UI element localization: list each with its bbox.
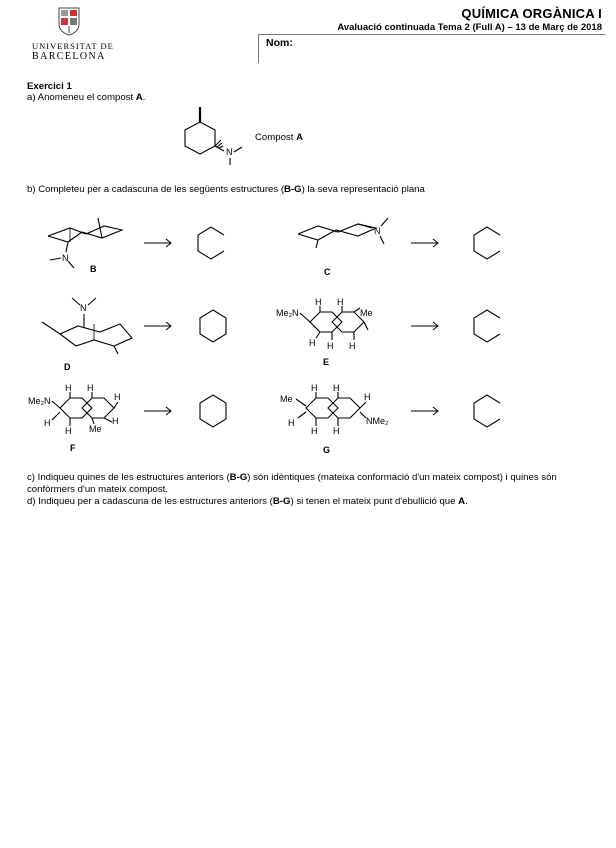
university-logo [58, 6, 80, 36]
svg-text:H: H [311, 383, 318, 393]
answer-hexagon-e [470, 308, 504, 346]
svg-text:H: H [333, 383, 340, 393]
exam-subtitle: Avaluació continuada Tema 2 (Full A) – 13 de Març de 2018 [337, 22, 602, 33]
compound-a-structure [160, 100, 260, 170]
arrow-b [143, 238, 173, 248]
svg-text:Me₂N: Me₂N [276, 308, 299, 318]
university-name-line1: UNIVERSITAT DE [32, 41, 114, 51]
exercise-heading: Exercici 1 [27, 81, 72, 92]
structure-e-newman [276, 296, 386, 352]
structure-d-chair [38, 296, 138, 358]
svg-text:H: H [315, 297, 322, 307]
svg-text:H: H [65, 426, 72, 436]
arrow-g [410, 406, 440, 416]
svg-text:Me₂N: Me₂N [28, 396, 51, 406]
svg-text:N: N [80, 303, 87, 313]
arrow-c [410, 238, 440, 248]
svg-text:H: H [311, 426, 318, 436]
label-g: G [323, 445, 331, 455]
svg-text:H: H [44, 418, 51, 428]
svg-text:Me: Me [89, 424, 102, 434]
answer-hexagon-c [470, 225, 504, 263]
arrow-f [143, 406, 173, 416]
name-label: Nom: [266, 37, 293, 49]
part-a-question: a) Anomeneu el compost A. [27, 92, 146, 103]
svg-text:NMe₂: NMe₂ [366, 416, 389, 426]
svg-text:N: N [62, 253, 69, 263]
svg-text:H: H [288, 418, 295, 428]
svg-text:H: H [65, 383, 72, 393]
structure-g-newman [280, 382, 390, 438]
part-c-question: c) Indiqueu quines de les estructures anteriors (B-G) són idèntiques (mateixa conformació d'un mateix compost) i quines són confòrmers d'un mateix compost. [27, 472, 557, 495]
svg-text:H: H [327, 341, 334, 351]
label-f: F [70, 443, 76, 453]
svg-text:H: H [333, 426, 340, 436]
svg-text:Me: Me [280, 394, 293, 404]
compound-a-label: Compost A [255, 132, 303, 143]
label-c: C [324, 267, 331, 277]
structure-b-chair [40, 212, 130, 272]
svg-text:H: H [349, 341, 356, 351]
svg-text:H: H [114, 392, 121, 402]
answer-hexagon-b [194, 225, 228, 263]
svg-text:H: H [87, 383, 94, 393]
university-name-line2: BARCELONA [32, 51, 106, 62]
answer-hexagon-f [196, 393, 230, 431]
label-b: B [90, 264, 97, 274]
part-d-question: d) Indiqueu per a cadascuna de les estructures anteriors (B-G) si tenen el mateix punt d'ebullició que A. [27, 496, 468, 507]
label-e: E [323, 357, 330, 367]
answer-hexagon-g [470, 393, 504, 431]
arrow-e [410, 321, 440, 331]
svg-text:H: H [337, 297, 344, 307]
answer-hexagon-d [196, 308, 230, 346]
name-field[interactable] [258, 34, 605, 63]
svg-text:H: H [309, 338, 316, 348]
label-d: D [64, 362, 71, 372]
svg-text:H: H [364, 392, 371, 402]
course-title: QUÍMICA ORGÀNICA I [461, 6, 602, 21]
compound-a-nitrogen: N [226, 147, 233, 157]
svg-text:Me: Me [360, 308, 373, 318]
svg-text:N: N [374, 226, 381, 236]
structure-f-newman [28, 382, 128, 438]
structure-c-chair [292, 212, 392, 272]
svg-text:H: H [112, 416, 119, 426]
part-b-question: b) Completeu per a cadascuna de les següents estructures (B-G) la seva representació plana [27, 184, 425, 195]
arrow-d [143, 321, 173, 331]
